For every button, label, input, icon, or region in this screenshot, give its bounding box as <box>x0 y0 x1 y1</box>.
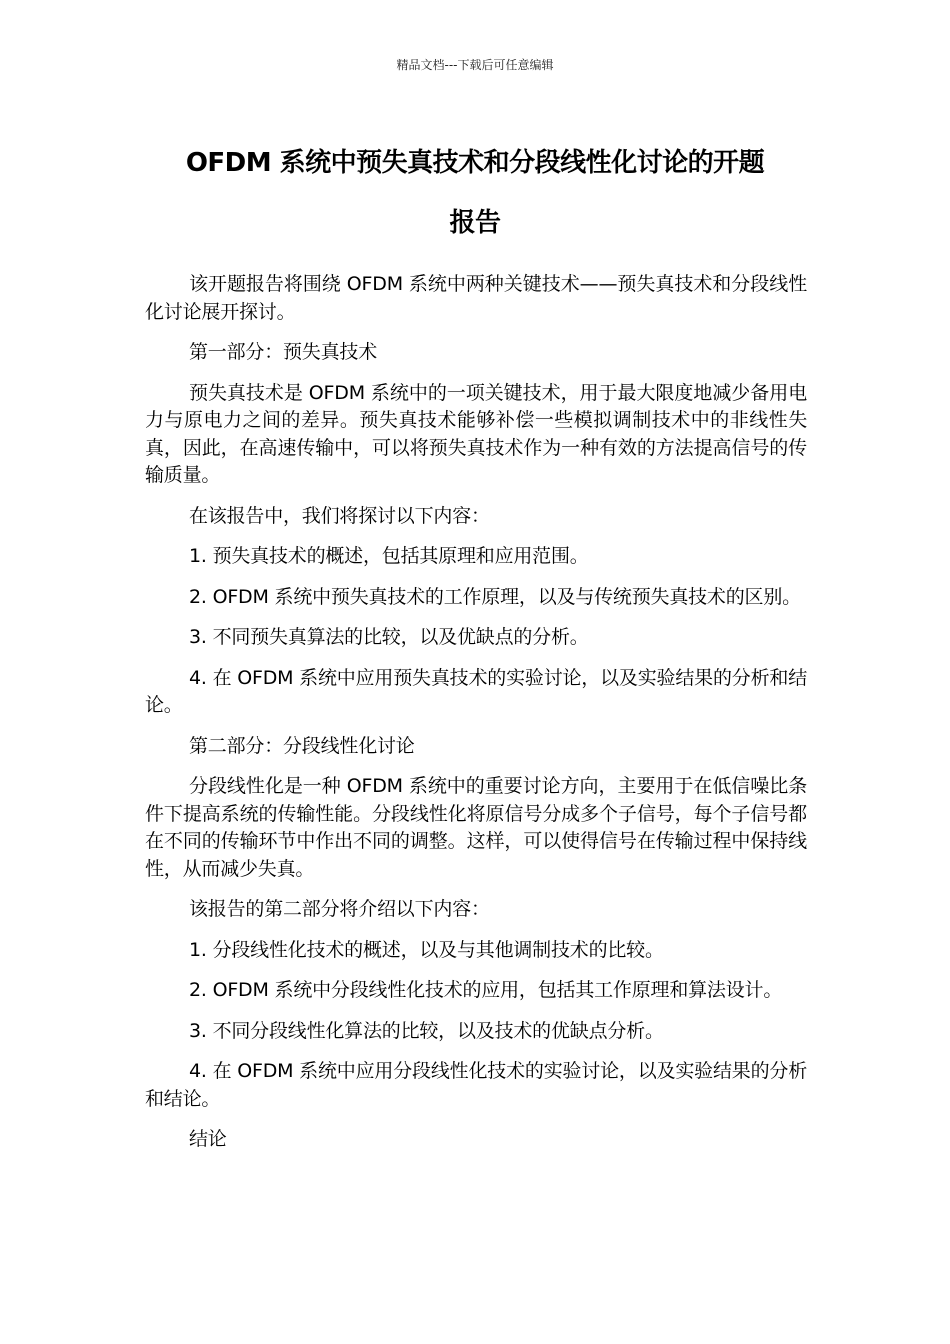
list-item: 1. 预失真技术的概述，包括其原理和应用范围。 <box>189 545 589 567</box>
title-line-1: OFDM 系统中预失真技术和分段线性化讨论的开题 <box>185 148 765 178</box>
body-paragraph: 预失真技术是 OFDM 系统中的一项关键技术，用于最大限度地减少备用电力与原电力之间的差异。预失真技术能够补偿一些模拟调制技术中的非线性失真，因此，在高速传输中，可以将预失真技术作为一种有效的方法提高信号的传输质量。 <box>145 381 807 486</box>
list-item: 2. OFDM 系统中分段线性化技术的应用，包括其工作原理和算法设计。 <box>189 979 783 1001</box>
list-item: 3. 不同预失真算法的比较，以及优缺点的分析。 <box>189 626 589 648</box>
body-paragraph: 在该报告中，我们将探讨以下内容： <box>189 504 490 527</box>
section-heading-part-2: 第二部分：分段线性化讨论 <box>189 734 415 757</box>
list-item: 1. 分段线性化技术的概述，以及与其他调制技术的比较。 <box>189 938 664 961</box>
list-item: 4. 在 OFDM 系统中应用分段线性化技术的实验讨论，以及实验结果的分析和结论。 <box>145 1060 807 1110</box>
section-heading-part-1: 第一部分：预失真技术 <box>189 341 378 363</box>
section-heading-conclusion: 结论 <box>189 1128 227 1150</box>
list-item: 2. OFDM 系统中预失真技术的工作原理，以及与传统预失真技术的区别。 <box>189 585 801 608</box>
body-paragraph: 分段线性化是一种 OFDM 系统中的重要讨论方向，主要用于在低信噪比条件下提高系统的传输性能。分段线性化将原信号分成多个子信号，每个子信号都在不同的传输环节中作出不同的调整。这样，可以使得信号在传输过程中保持线性，从而减少失真。 <box>145 775 807 880</box>
list-item: 4. 在 OFDM 系统中应用预失真技术的实验讨论，以及实验结果的分析和结论。 <box>145 666 807 716</box>
document-body <box>145 271 807 1167</box>
title-line-2: 报告 <box>449 208 501 238</box>
list-item: 3. 不同分段线性化算法的比较，以及技术的优缺点分析。 <box>189 1019 664 1042</box>
body-paragraph: 该报告的第二部分将介绍以下内容： <box>189 898 490 920</box>
intro-paragraph: 该开题报告将围绕 OFDM 系统中两种关键技术——预失真技术和分段线性化讨论展开探讨。 <box>145 273 807 323</box>
page-header: 精品文档---下载后可任意编辑 <box>396 58 554 72</box>
document-title <box>145 133 805 253</box>
